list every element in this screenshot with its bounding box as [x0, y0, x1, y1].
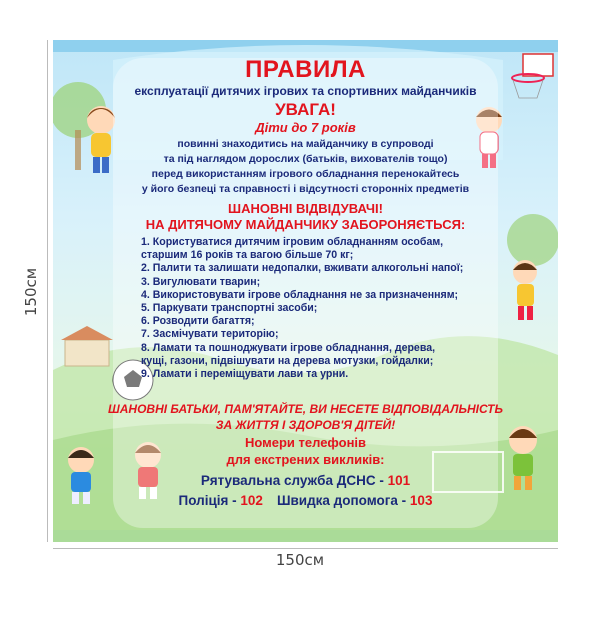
parents-warning-line-2: ЗА ЖИТТЯ І ЗДОРОВ'Я ДІТЕЙ! — [215, 418, 396, 432]
rule-item: 2. Палити та залишати недопалки, вживати алкогольні напої; — [141, 262, 464, 275]
rule-item: 4. Використовувати ігрове обладнання не за призначенням; — [141, 288, 459, 301]
rule-item: 7. Засмічувати територію; — [141, 328, 279, 341]
poster-title: ПРАВИЛА — [245, 56, 366, 83]
phones-heading-line-1: Номери телефонів — [244, 435, 367, 450]
poster-subtitle: експлуатації дитячих ігрових та спортивних майданчиків — [134, 84, 477, 98]
supervision-line-1: повинні знаходитись на майданчику в супроводі — [177, 138, 434, 150]
rule-item: 9. Ламати і переміщувати лави та урни. — [141, 368, 349, 381]
poster-text — [53, 40, 558, 542]
rule-item: 6. Розводити багаття; — [141, 315, 255, 328]
height-dimension-label: 150см — [22, 267, 40, 317]
attention-heading: УВАГА! — [275, 100, 336, 119]
supervision-line-4: у його безпеці та справності і відсутності сторонніх предметів — [141, 183, 470, 195]
forbidden-heading: НА ДИТЯЧОМУ МАЙДАНЧИКУ ЗАБОРОНЯЄТЬСЯ: — [145, 217, 466, 232]
police-ambulance-line — [53, 493, 558, 508]
rule-item: 1. Користуватися дитячим ігровим обладнанням особам, — [141, 236, 444, 248]
width-dimension-line — [53, 548, 558, 549]
police-number: 102 — [240, 493, 263, 508]
ambulance-number: 103 — [409, 493, 433, 508]
rescue-label: Рятувальна служба ДСНС - — [200, 473, 388, 488]
ambulance-label: Швидка допомога - — [276, 493, 410, 508]
visitors-heading: ШАНОВНІ ВІДВІДУВАЧІ! — [228, 201, 383, 216]
rule-item: старшим 16 років та вагою більше 70 кг; — [141, 249, 354, 262]
age-notice: Діти до 7 років — [255, 120, 356, 135]
rescue-service-line — [53, 473, 558, 488]
supervision-line-2: та під наглядом дорослих (батьків, вихователів тощо) — [163, 153, 448, 165]
supervision-line-3: перед використанням ігрового обладнання перенокайтесь — [151, 168, 460, 180]
poster — [53, 40, 558, 542]
rule-item: 3. Вигулювати тварин; — [141, 275, 261, 288]
height-dimension-line — [47, 40, 48, 542]
rule-item: 5. Паркувати транспортні засоби; — [141, 302, 318, 315]
rule-item: 8. Ламати та пошноджувати ігрове обладнання, дерева, — [141, 341, 436, 354]
rules-list — [141, 236, 501, 381]
rescue-number: 101 — [387, 473, 411, 488]
police-label: Поліція - — [178, 493, 241, 508]
parents-warning-line-1: ШАНОВНІ БАТЬКИ, ПАМ'ЯТАЙТЕ, ВИ НЕСЕТЕ ВІДПОВІДАЛЬНІСТЬ — [108, 402, 503, 416]
width-dimension-label: 150см — [275, 551, 325, 569]
phones-heading-line-2: для екстрених викликів: — [226, 452, 385, 467]
rule-item: кущі, газони, підвішувати на дерева мотузки, гойдалки; — [141, 354, 434, 367]
